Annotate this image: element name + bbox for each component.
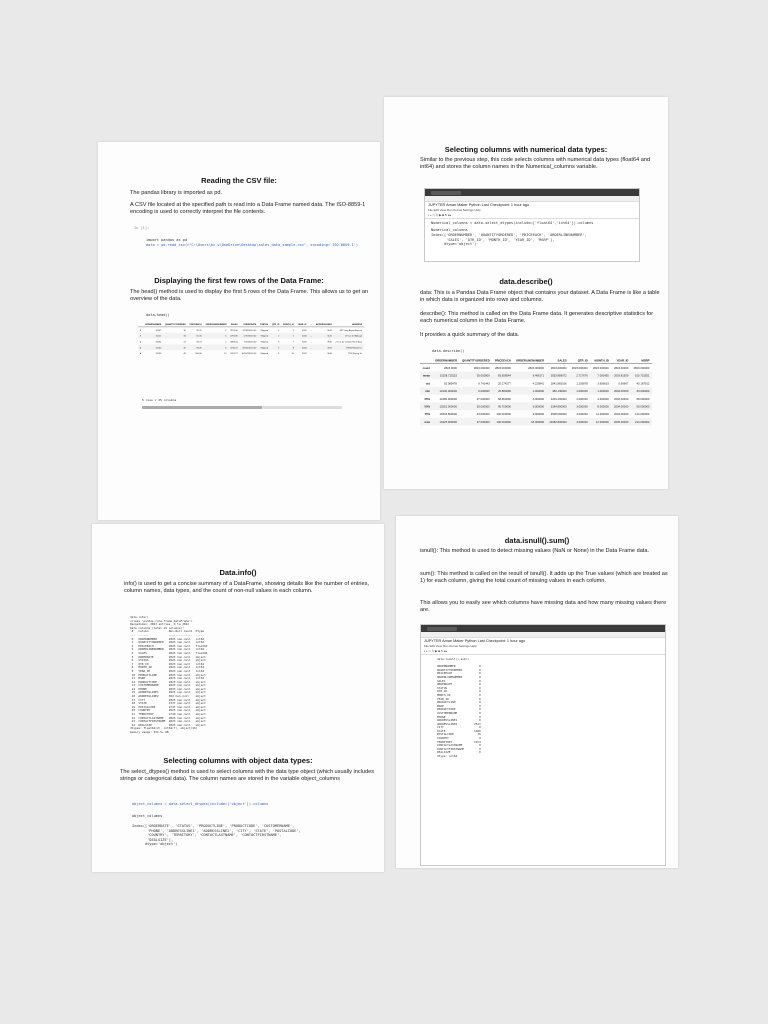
describe-table-cell: 2823.000000 bbox=[633, 365, 650, 370]
head-table-header-cell: STATUS bbox=[260, 322, 268, 326]
describe-table-cell: 0.69967 bbox=[618, 381, 629, 385]
code-object-select: object_columns = data.select_dtypes(include=['object']).columns bbox=[132, 802, 269, 806]
describe-table-cell: 4508.000000 bbox=[550, 412, 567, 416]
notebook-title: JUPYTER Aman Maker Python Last Checkpoint: 1 hour ago bbox=[424, 639, 526, 643]
head-table-cell: 3 bbox=[278, 340, 280, 343]
head-table-cell: NaN bbox=[314, 333, 334, 339]
head-table-cell: NaN bbox=[327, 340, 332, 343]
heading-head-rows: Displaying the first few rows of the Data Frame: bbox=[154, 276, 324, 285]
describe-table-header-cell: SALES bbox=[547, 357, 570, 363]
code-import-pandas: import pandas as pd bbox=[146, 238, 188, 242]
paragraph-missing: This allows you to easily see which columns have missing data and how many missing values there are. bbox=[420, 600, 667, 614]
head-table-cell: 10134 bbox=[155, 340, 162, 343]
nb-output: Index(['ORDERNUMBER', 'QUANTITYORDERED', 'PRICEEACH', 'ORDERLINENUMBER', 'SALES', 'QTR_ID', 'MONTH_ID', 'YEAR_ID', 'MSRP'], dtype='object') bbox=[431, 233, 587, 247]
head-table-header-cell: PRICEEACH bbox=[189, 322, 202, 326]
describe-table-cell: 10100.000000 bbox=[433, 387, 460, 395]
notebook-title: JUPYTER Aman Maker Python Last Checkpoint: 1 hour ago bbox=[428, 203, 530, 207]
head-table-cell: 2 bbox=[225, 328, 227, 332]
head-table-cell: 10107 bbox=[155, 328, 162, 332]
notebook-menu[interactable]: File Edit View Run Kernel Settings Help bbox=[428, 208, 481, 212]
describe-table-cell: 2003.00000 bbox=[613, 396, 629, 401]
nb-code-var: Numerical_columns bbox=[431, 227, 468, 232]
paragraph-info: info() is used to get a concise summary of a DataFrame, showing details like the number of entries, column names, data types, and the count of non-null values in each column. bbox=[124, 581, 369, 595]
describe-table-cell: 2823.000000 bbox=[571, 365, 588, 370]
describe-table-cell: std bbox=[425, 381, 431, 385]
describe-table-cell: 9.000000 bbox=[532, 412, 545, 416]
head-table-cell: 6 bbox=[204, 344, 229, 350]
heading-info: Data.info() bbox=[219, 568, 257, 577]
describe-table-cell: 1.000000 bbox=[590, 387, 611, 395]
describe-table-cell: 100.715551 bbox=[631, 372, 652, 380]
browser-tab[interactable] bbox=[431, 191, 461, 195]
describe-table-cell: 27.000000 bbox=[476, 396, 490, 401]
describe-table-cell: 9.741443 bbox=[478, 381, 490, 385]
head-table-header-cell: QTR_ID bbox=[271, 322, 280, 326]
describe-table-cell: 92.085478 bbox=[444, 381, 457, 385]
head-table-cell: ... bbox=[310, 340, 313, 343]
describe-table-cell: 50% bbox=[420, 402, 433, 410]
scrollbar-thumb[interactable] bbox=[142, 406, 262, 409]
heading-numerical: Selecting columns with numerical data types: bbox=[444, 145, 608, 154]
paragraph-read-csv: A CSV file located at the specified path is read into a Data Frame named data. The ISO-8859-1 encoding is used to correctly interpret the file contents. bbox=[130, 202, 366, 216]
head-table-cell: NaN bbox=[327, 351, 332, 355]
describe-table-cell: 12.000000 bbox=[590, 418, 611, 426]
head-table-cell: Shipped bbox=[260, 328, 268, 332]
isnull-output: data.isnull().sum() ORDERNUMBER 0 QUANTITYORDERED 0 PRICEEACH 0 ORDERLINENUMBER 0 SALES 0 ORDERDATE 0 STATUS 0 QTR_ID 0 MONTH_ID 0 YEAR_ID 0 PRODUCTLINE 0 MSRP 0 PRODUCTCODE 0 CUSTOMERNAME 0 PHONE 0 ADDRESSLINE1 0 ADDRESSLINE2 2521 CITY 0 STATE 1486 POSTALCODE 76 COUNTRY 0 TERRITORY 1074 CONTACTLASTNAME 0 CONTACTFIRSTNAME 0 DEALSIZE 0 dtype: int64 bbox=[437, 657, 481, 759]
describe-table-cell: 33.000000 bbox=[631, 387, 652, 395]
head-table-cell: 100.00 bbox=[195, 351, 202, 355]
describe-table-cell: 1.000000 bbox=[569, 387, 590, 395]
head-table-header-cell: QUANTITYORDERED bbox=[165, 322, 186, 326]
describe-table-cell: 2.717676 bbox=[569, 372, 590, 380]
paragraph-numerical: Similar to the previous step, this code selects columns with numerical data types (float64 and int64) and stores the column names in the Numerical_columns variable. bbox=[420, 157, 651, 171]
describe-table-header-cell: QUANTITYORDERED bbox=[460, 357, 493, 363]
nb-code-select: Numerical_columns = data.select_dtypes(include=['float64','int64']).columns bbox=[431, 221, 594, 225]
head-table-cell: 4 bbox=[278, 351, 280, 355]
head-table-header-cell: ORDERDATE bbox=[240, 322, 259, 327]
head-table-cell: 2765.90 bbox=[230, 334, 238, 338]
describe-table-cell: 6.000000 bbox=[460, 387, 493, 395]
heading-reading-csv: Reading the CSV file: bbox=[201, 176, 277, 185]
head-table-cell: 5205.27 bbox=[230, 351, 238, 355]
notebook-menu[interactable]: File Edit View Run Kernel Settings Help bbox=[424, 644, 477, 648]
code-head: data.head() bbox=[146, 313, 170, 317]
head-table-cell: 2 bbox=[225, 340, 227, 343]
describe-table-header-cell: QTR_ID bbox=[569, 357, 590, 363]
head-table-cell: 10/10/2003 0:00 bbox=[241, 351, 257, 355]
head-table-header-cell: ADDRESS bbox=[334, 322, 364, 327]
describe-table-header-cell: YEAR_ID bbox=[611, 357, 631, 363]
describe-table-cell: 35.000000 bbox=[460, 402, 493, 410]
describe-table-row bbox=[420, 387, 652, 395]
head-table-cell: 3884.34 bbox=[230, 340, 238, 343]
describe-table-cell: 14082.800000 bbox=[547, 418, 570, 426]
head-table-header-cell: YEAR_ID bbox=[297, 322, 307, 326]
head-table-cell: 7734 Strong St. bbox=[347, 351, 363, 355]
describe-table-header-cell: ORDERNUMBER bbox=[433, 357, 460, 363]
describe-table-cell: 4.000000 bbox=[576, 412, 588, 416]
describe-table-cell: 1.203878 bbox=[576, 381, 588, 385]
describe-table-cell: 2005.00000 bbox=[611, 418, 631, 426]
describe-table-cell: 2003.00000 bbox=[611, 387, 631, 395]
head-table-cell: 27 rue du Colonel Pierre Avia bbox=[335, 340, 363, 343]
head-table-cell: 41 bbox=[183, 340, 186, 343]
head-table-cell: 78934 Hillside Dr. bbox=[334, 344, 364, 350]
describe-table bbox=[420, 357, 652, 425]
describe-table-cell: 2823.000000 bbox=[550, 365, 567, 370]
head-table-cell: 7 bbox=[292, 340, 294, 343]
describe-table-cell: count bbox=[422, 365, 431, 370]
head-table-container bbox=[138, 322, 380, 375]
describe-table-cell: min bbox=[420, 387, 433, 395]
describe-table-cell: 2004.00000 bbox=[611, 402, 631, 410]
describe-table-cell: 10333.500000 bbox=[439, 412, 457, 416]
head-table-cell: 10145 bbox=[143, 344, 163, 350]
describe-table-row bbox=[420, 410, 652, 418]
page-info bbox=[92, 524, 384, 872]
describe-table-cell: 4.000000 bbox=[569, 418, 590, 426]
head-table-cell: 49 bbox=[183, 351, 186, 355]
head-table-cell: 2003 bbox=[296, 333, 309, 339]
object-output: Index(['ORDERDATE', 'STATUS', 'PRODUCTLINE', 'PRODUCTCODE', 'CUSTOMERNAME', 'PHONE', 'ADDRESSLINE1', 'ADDRESSLINE2', 'CITY', 'STATE', 'POSTALCODE', 'COUNTRY', 'TERRITORY', 'CONTACTLASTNAME', 'CONTACTFIRSTNAME', 'DEALSIZE'], dtype='object') bbox=[132, 824, 301, 847]
describe-table-cell: mean bbox=[420, 372, 433, 380]
describe-table-cell: 75% bbox=[424, 412, 431, 416]
head-table-cell: ... bbox=[310, 351, 313, 355]
head-table-cell: 3 bbox=[270, 344, 281, 350]
head-table-cell: 8 bbox=[281, 344, 296, 350]
describe-table-cell: 2823.0000 bbox=[444, 365, 457, 370]
describe-table-cell: 482.130000 bbox=[547, 387, 570, 395]
describe-table-cell: max bbox=[420, 418, 433, 426]
rows-info: 5 rows × 25 columns bbox=[142, 398, 177, 402]
describe-table-cell: 97.000000 bbox=[460, 418, 493, 426]
code-cell-number: In [1]: bbox=[134, 226, 150, 230]
notebook-toolbar[interactable]: ▪ + ✂ ⎘ ▶ ■ ↻ ▸▸ bbox=[425, 212, 639, 219]
head-table-cell: 2 bbox=[292, 328, 294, 332]
describe-table-row bbox=[420, 363, 652, 371]
head-table-cell: 1 bbox=[278, 328, 280, 332]
paragraph-head: The head() method is used to display the first 5 rows of the Data Frame. This allows us to get an overview of the data. bbox=[130, 289, 369, 303]
browser-tab[interactable] bbox=[427, 627, 457, 631]
describe-table-cell: 2.000000 bbox=[576, 396, 588, 401]
head-table-cell: 5 bbox=[281, 333, 296, 339]
paragraph-describe: describe(): This method is called on the Data Frame data. It generates descriptive statistics for each numerical column in the Data Frame. bbox=[420, 311, 654, 325]
head-table-header-cell: ORDERLINENUMBER bbox=[205, 322, 227, 326]
paragraph-object: The select_dtypes() method is used to select columns with the data type object (which usually includes strings or categorical data). The column names are stored in the variable object_columns bbox=[120, 769, 375, 783]
head-table-row bbox=[138, 350, 364, 356]
head-table-cell: 2 bbox=[270, 333, 281, 339]
describe-table-row bbox=[420, 372, 652, 380]
describe-table-cell: 68.000000 bbox=[636, 396, 650, 401]
head-table-cell: 3 bbox=[139, 346, 142, 349]
describe-table-row bbox=[420, 379, 652, 387]
page-isnull bbox=[396, 516, 678, 868]
describe-table-cell: 43.000000 bbox=[476, 412, 490, 416]
browser-chrome bbox=[421, 625, 665, 632]
paragraph-import: The pandas library is imported as pd. bbox=[130, 190, 223, 196]
jupyter-screenshot-isnull bbox=[420, 624, 666, 866]
head-table-cell: NaN bbox=[327, 328, 332, 332]
head-table-cell: Shipped bbox=[260, 340, 268, 343]
describe-table-cell: 35.092809 bbox=[460, 372, 493, 380]
describe-table-cell: 18.000000 bbox=[513, 418, 546, 426]
describe-table-cell: 2823.000000 bbox=[592, 365, 609, 370]
describe-table-cell: 10262.000000 bbox=[433, 402, 460, 410]
head-table-cell: 59 rue de l'Abbaye bbox=[334, 333, 364, 339]
describe-table-cell: 25% bbox=[424, 396, 431, 401]
paragraph-isnull: isnull(): This method is used to detect missing values (NaN or None) in the Data Frame data. bbox=[420, 548, 650, 554]
describe-table-cell: 20.174277 bbox=[497, 381, 511, 385]
head-table-cell: ... bbox=[310, 346, 313, 349]
head-table-cell: 8/25/2003 0:00 bbox=[240, 344, 259, 350]
describe-table-cell: 1.000000 bbox=[513, 387, 546, 395]
head-table-cell: 2003 bbox=[301, 351, 307, 355]
head-table-cell: ... bbox=[310, 328, 313, 332]
head-table-cell: 81.35 bbox=[188, 333, 204, 339]
describe-table-cell: 3.000000 bbox=[532, 396, 545, 401]
describe-table-cell: 95.700000 bbox=[492, 402, 513, 410]
head-table-cell: 14 bbox=[224, 351, 227, 355]
code-object-var: object_columns bbox=[132, 814, 163, 818]
head-table-cell: 10159 bbox=[155, 351, 162, 355]
paragraph-sum: sum(): This method is called on the result of isnull(). It adds up the True values (which are treated as 1) for each column, giving the total count of missing values in each column. bbox=[420, 571, 668, 585]
paragraph-summary: It provides a quick summary of the data. bbox=[420, 332, 520, 338]
describe-table-header-cell: PRICEEACH bbox=[492, 357, 513, 363]
describe-table-row bbox=[420, 402, 652, 410]
head-table-cell: Shipped bbox=[260, 351, 268, 355]
head-table-cell: 45 bbox=[163, 344, 187, 350]
head-table-cell: 1 bbox=[139, 334, 142, 338]
describe-table-cell: 6.000000 bbox=[513, 402, 546, 410]
describe-table-cell: 100.000000 bbox=[492, 418, 513, 426]
head-table-cell: 10121 bbox=[143, 333, 163, 339]
describe-table-cell: 3553.889072 bbox=[547, 372, 570, 380]
describe-table-cell: 2823.000000 bbox=[473, 365, 490, 370]
describe-table-cell: 40.187912 bbox=[636, 381, 650, 385]
head-table-cell: 3746.70 bbox=[230, 346, 238, 349]
describe-table-cell: 2003.81509 bbox=[611, 372, 631, 380]
head-table-cell: 2003 bbox=[301, 340, 307, 343]
describe-table-row bbox=[420, 418, 652, 426]
describe-table-cell: 3184.800000 bbox=[547, 402, 570, 410]
page-reading-csv bbox=[98, 142, 380, 520]
describe-table-cell: 7.092455 bbox=[590, 372, 611, 380]
describe-table-cell: 11.000000 bbox=[596, 412, 609, 416]
describe-table-cell: 1841.865106 bbox=[550, 381, 567, 385]
head-table-cell: 2 bbox=[139, 340, 142, 343]
describe-table-cell: 99.000000 bbox=[631, 402, 652, 410]
head-table-cell: 0 bbox=[139, 328, 142, 332]
head-table-cell: 897 Long Airport Avenue bbox=[339, 328, 363, 332]
describe-table-cell: 4.225841 bbox=[532, 381, 545, 385]
describe-table-cell: 68.860000 bbox=[497, 396, 511, 401]
head-table-cell: 94.74 bbox=[196, 340, 202, 343]
code-describe: data.describe() bbox=[432, 349, 465, 353]
head-table-cell: NaN bbox=[314, 344, 334, 350]
head-table-cell: 2003 bbox=[301, 328, 307, 332]
describe-table-container bbox=[420, 357, 668, 437]
head-table-header-cell: ADDRESSLINE2 bbox=[315, 322, 332, 326]
head-table-cell: 2/24/2003 0:00 bbox=[242, 328, 257, 332]
describe-table-cell: 4.000000 bbox=[597, 396, 609, 401]
describe-table-cell: 2823.00000 bbox=[613, 365, 629, 370]
head-table-cell: 2871.00 bbox=[230, 328, 238, 332]
describe-table-cell: 6.466171 bbox=[513, 372, 546, 380]
page-numerical-columns bbox=[384, 97, 668, 489]
jupyter-screenshot bbox=[424, 188, 640, 262]
head-table-cell: 34 bbox=[163, 333, 187, 339]
describe-table-cell: 2203.430000 bbox=[550, 396, 567, 401]
head-table-header-cell: ... bbox=[310, 322, 313, 326]
head-table-cell: ... bbox=[310, 334, 313, 338]
notebook-toolbar[interactable]: ▪ + ✂ ⎘ ▶ ■ ↻ ▸▸ bbox=[421, 648, 665, 655]
head-table-cell: 5/7/2003 0:00 bbox=[240, 333, 259, 339]
head-table-cell: 30 bbox=[183, 328, 186, 332]
describe-table-cell: 2823.000000 bbox=[528, 365, 545, 370]
describe-table-header-cell: MSRP bbox=[631, 357, 652, 363]
head-table-cell: Shipped bbox=[258, 333, 270, 339]
describe-table-header-cell: ORDERLINENUMBER bbox=[513, 357, 546, 363]
head-table-header-cell: ORDERNUMBER bbox=[144, 322, 162, 326]
describe-table-cell: 10258.725115 bbox=[433, 372, 460, 380]
browser-chrome bbox=[425, 189, 639, 196]
head-table-header-cell: MONTH_ID bbox=[283, 322, 294, 326]
head-table-header-cell: SALES bbox=[228, 322, 239, 327]
describe-table-cell: 26.880000 bbox=[492, 387, 513, 395]
describe-table-cell: 83.658544 bbox=[492, 372, 513, 380]
head-table-cell: 10 bbox=[291, 351, 294, 355]
describe-table-cell: 3.000000 bbox=[569, 402, 590, 410]
head-table-cell: 5 bbox=[204, 333, 229, 339]
heading-isnull: data.isnull().sum() bbox=[504, 536, 570, 545]
head-table-cell: 7/1/2003 0:00 bbox=[243, 340, 257, 343]
heading-describe: data.describe() bbox=[499, 277, 553, 286]
heading-object: Selecting columns with object data types: bbox=[163, 756, 313, 765]
head-table-cell: Shipped bbox=[258, 344, 270, 350]
head-table-cell: 4 bbox=[139, 351, 142, 355]
horizontal-scrollbar[interactable] bbox=[142, 406, 342, 409]
describe-table-cell: 3.656633 bbox=[597, 381, 609, 385]
describe-table-row bbox=[420, 395, 652, 403]
head-table-cell: 83.26 bbox=[188, 344, 204, 350]
paragraph-data: data: This is a Pandas Data Frame object that contains your dataset. A Data Frame is like a table in which data is organized into rows and columns. bbox=[420, 290, 660, 304]
describe-table-cell: 124.000000 bbox=[635, 412, 650, 416]
describe-table-cell: 10180.000000 bbox=[439, 396, 457, 401]
head-table-cell: 2003 bbox=[296, 344, 309, 350]
describe-table-cell: 214.000000 bbox=[631, 418, 652, 426]
code-read-csv: data = pd.read_csv(r"C:\Users\bc.v\OneDrive\Desktop\sales_data_sample.csv", encoding='ISO-8859-1') bbox=[146, 243, 359, 247]
describe-table-cell: 100.000000 bbox=[496, 412, 511, 416]
describe-table-cell: 2823.000000 bbox=[494, 365, 511, 370]
head-table-cell: 95.70 bbox=[196, 328, 202, 332]
info-output: data.info() <class 'pandas.core.frame.DataFrame'> RangeIndex: 2823 entries, 0 to 2822 Data columns (total 25 columns): # Column Non-Null Count Dtype --- ------ -------------- ----- 0 ORDERNUMBER 2823 non-null int64 1 QUANTITYORDERED 2823 non-null int64 2 PRICEEACH 2823 non-null float64 3 ORDERLINENUMBER 2823 non-null int64 4 SALES 2823 non-null float64 5 ORDERDATE 2823 non-null object 6 STATUS 2823 non-null object 7 QTR_ID 2823 non-null int64 8 MONTH_ID 2823 non-null int64 9 YEAR_ID 2823 non-null int64 10 PRODUCTLINE 2823 non-null object 11 MSRP 2823 non-null int64 12 PRODUCTCODE 2823 non-null object 13 CUSTOMERNAME 2823 non-null object 14 PHONE 2823 non-null object 15 ADDRESSLINE1 2823 non-null object 16 ADDRESSLINE2 302 non-null object 17 CITY 2823 non-null object 18 STATE 1337 non-null object 19 POSTALCODE 2747 non-null object 20 COUNTRY 2823 non-null object 21 TERRITORY 1749 non-null object 22 CONTACTLASTNAME 2823 non-null object 23 CONTACTFIRSTNAME 2823 non-null object 24 DEALSIZE 2823 non-null object dtypes: float64(2), int64(7), object(16) memory usage: 551.5+ KB bbox=[130, 615, 208, 734]
head-table bbox=[138, 322, 364, 356]
describe-table-header-cell: MONTH_ID bbox=[590, 357, 611, 363]
describe-table-cell: 10425.000000 bbox=[433, 418, 460, 426]
describe-table-cell: 2004.00000 bbox=[613, 412, 629, 416]
describe-table-cell: 8.000000 bbox=[590, 402, 611, 410]
